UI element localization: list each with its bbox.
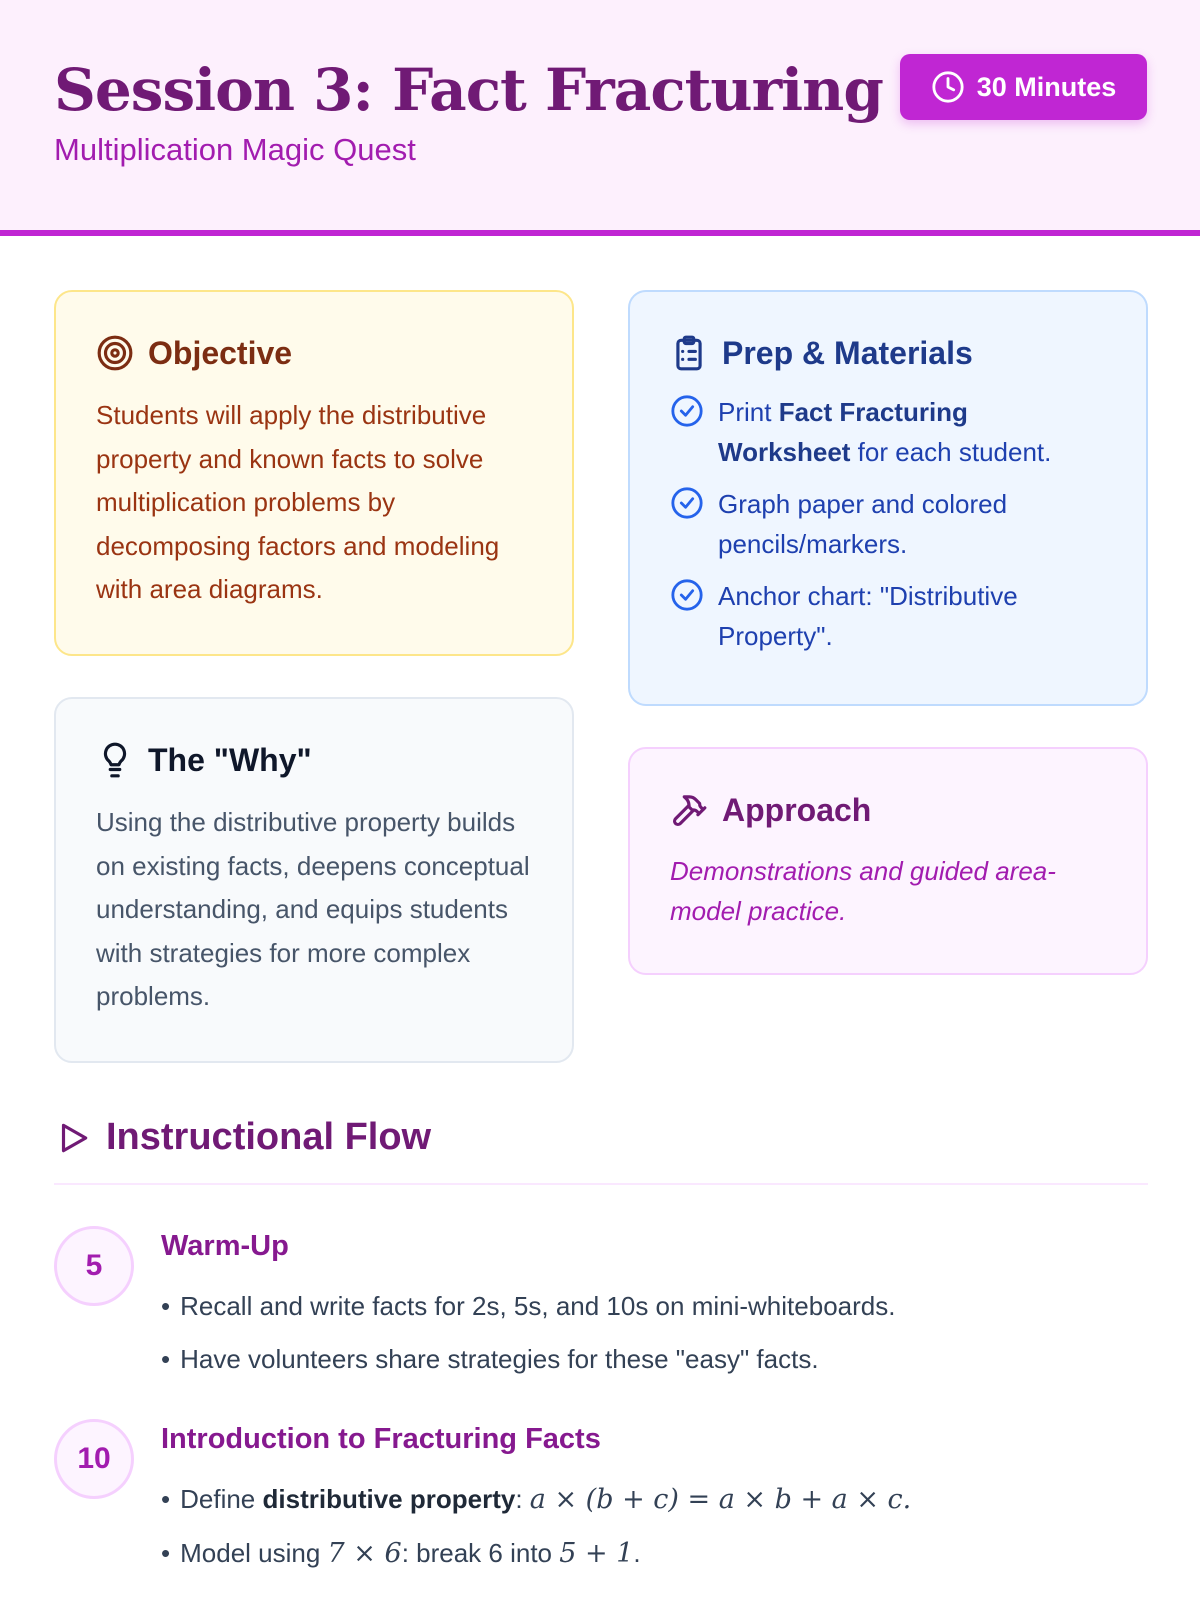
model-split: 5 + 1 — [559, 1538, 634, 1569]
check-circle-icon — [670, 578, 704, 612]
clock-icon — [931, 70, 965, 104]
check-circle-icon — [670, 486, 704, 520]
lightbulb-icon — [96, 741, 134, 779]
approach-card — [628, 747, 1148, 975]
term-distributive-property: distributive property — [262, 1484, 516, 1514]
materials-item-2: Graph paper and colored pencils/markers. — [718, 489, 1008, 559]
page-header — [0, 0, 1200, 236]
play-icon — [54, 1119, 92, 1157]
clipboard-icon — [670, 334, 708, 372]
list-item — [161, 1479, 1141, 1520]
step-minutes-badge: 10 — [54, 1419, 134, 1499]
duration-label: 30 Minutes — [976, 71, 1117, 102]
check-circle-icon — [670, 394, 704, 428]
objective-heading-label: Objective — [148, 334, 293, 371]
target-icon — [96, 334, 134, 372]
prep-heading — [670, 334, 1106, 372]
prep-materials-card — [628, 290, 1148, 706]
list-item: • Recall and write facts for 2s, 5s, and 10s on mini-whiteboards. — [161, 1286, 1141, 1326]
why-text: Using the distributive property builds on existing facts, deepens conceptual understanding, and equips students with strategies for more complex problems. — [96, 807, 530, 1011]
list-item — [670, 576, 1106, 656]
define-prefix: Define — [180, 1484, 263, 1514]
step-list — [161, 1479, 1141, 1587]
distributive-formula: a × (b + c) = a × b + a × c. — [529, 1484, 912, 1515]
step-list — [161, 1286, 1141, 1392]
list-item — [670, 392, 1106, 472]
model-middle: : break 6 into — [401, 1538, 560, 1568]
prep-heading-label: Prep & Materials — [722, 334, 973, 371]
model-end: . — [633, 1538, 641, 1568]
objective-card — [54, 290, 574, 656]
instructional-flow-heading — [54, 1116, 431, 1159]
objective-heading — [96, 334, 532, 372]
list-item — [670, 484, 1106, 564]
materials-item-1-post: for each student. — [850, 437, 1052, 467]
approach-text: Demonstrations and guided area-model practice. — [670, 856, 1056, 926]
define-colon: : — [515, 1484, 530, 1514]
duration-badge — [900, 54, 1147, 120]
why-card — [54, 697, 574, 1063]
section-divider — [54, 1183, 1148, 1185]
why-heading — [96, 741, 532, 779]
objective-text: Students will apply the distributive property and known facts to solve multiplication problems by decomposing factors and modeling with area diagrams. — [96, 400, 500, 604]
materials-list — [670, 392, 1106, 656]
step-title: Warm-Up — [161, 1230, 289, 1262]
step-minutes-badge: 5 — [54, 1226, 134, 1306]
materials-item-3: Anchor chart: "Distributive Property". — [718, 581, 1018, 651]
materials-item-1 — [718, 392, 1106, 472]
step-title: Introduction to Fracturing Facts — [161, 1423, 601, 1455]
list-item — [161, 1533, 1141, 1574]
instructional-flow-label: Instructional Flow — [106, 1116, 432, 1158]
model-prefix: Model using — [180, 1538, 328, 1568]
why-heading-label: The "Why" — [148, 741, 312, 778]
page-subtitle: Multiplication Magic Quest — [54, 132, 416, 167]
materials-item-1-pre: Print — [718, 397, 779, 427]
list-item: • Have volunteers share strategies for these "easy" facts. — [161, 1339, 1141, 1379]
approach-heading-label: Approach — [722, 791, 872, 828]
page-title: Session 3: Fact Fracturing — [54, 56, 883, 124]
model-expression: 7 × 6 — [327, 1538, 402, 1569]
approach-heading — [670, 791, 1106, 829]
hammer-icon — [670, 791, 708, 829]
worksheet-name: Fact Fracturing Worksheet — [718, 397, 968, 467]
